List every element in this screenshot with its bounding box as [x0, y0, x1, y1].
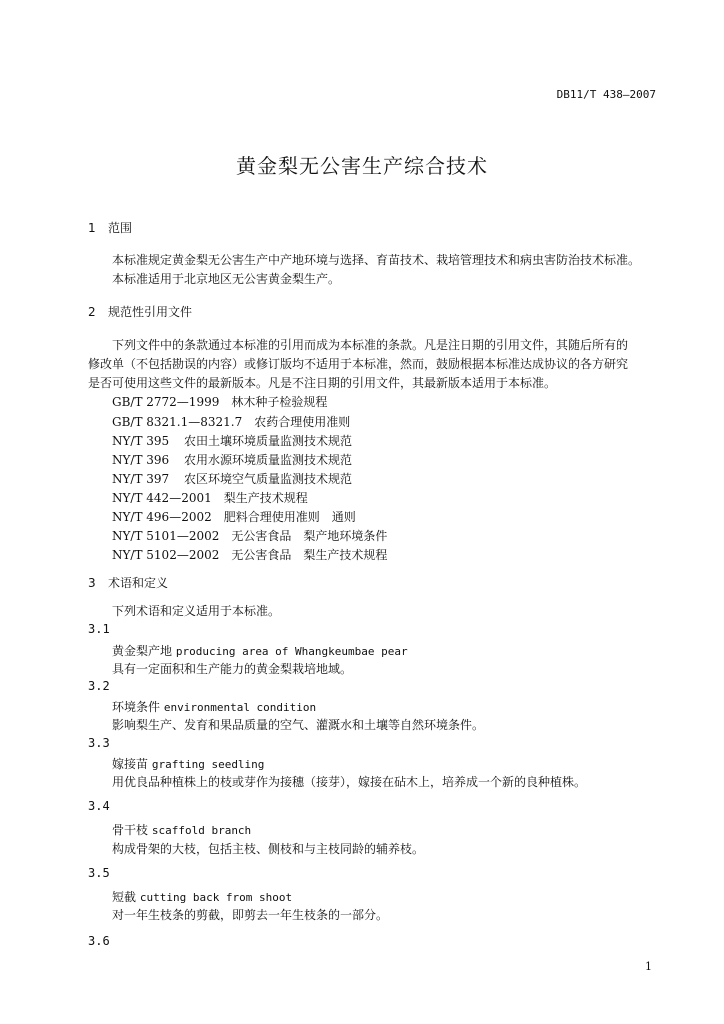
section-number: 1 — [88, 221, 96, 235]
reference-name: 梨生产技术规程 — [223, 491, 308, 505]
reference-code: NY/T 442—2001 — [112, 491, 212, 505]
reference-code: NY/T 396 — [112, 453, 170, 467]
term-heading — [112, 755, 264, 772]
reference-item — [112, 451, 352, 468]
reference-name: 农用水源环境质量监测技术规范 — [184, 453, 353, 467]
term-number: 3.6 — [88, 934, 110, 948]
refs-intro-line: 是否可使用这些文件的最新版本。凡是不注日期的引用文件，其最新版本适用于本标准。 — [88, 376, 557, 390]
page-number: 1 — [645, 960, 652, 973]
reference-name: 肥料合理使用准则 通则 — [223, 510, 356, 524]
reference-name: 农区环境空气质量监测技术规范 — [184, 472, 353, 486]
term-number: 3.1 — [88, 622, 110, 636]
reference-name: 农田土壤环境质量监测技术规范 — [184, 434, 353, 448]
term-cn: 黄金梨产地 — [112, 644, 173, 658]
scope-line: 本标准规定黄金梨无公害生产中产地环境与选择、育苗技术、栽培管理技术和病虫害防治技术标准。 — [112, 253, 641, 267]
reference-item — [112, 393, 327, 410]
reference-item — [112, 432, 352, 449]
term-cn: 骨干枝 — [112, 823, 149, 837]
reference-code: NY/T 5102—2002 — [112, 548, 220, 562]
term-definition: 用优良品种植株上的枝或芽作为接穗（接芽），嫁接在砧木上，培养成一个新的良种植株。 — [112, 775, 587, 789]
term-heading — [112, 642, 408, 659]
term-number: 3.5 — [88, 866, 110, 880]
refs-intro-line: 修改单（不包括勘误的内容）或修订版均不适用于本标准，然而，鼓励根据本标准达成协议的各方研究 — [88, 357, 629, 371]
section-title: 术语和定义 — [108, 576, 169, 590]
term-en: environmental condition — [163, 701, 317, 714]
refs-intro-line: 下列文件中的条款通过本标准的引用而成为本标准的条款。凡是注日期的引用文件，其随后所有的 — [112, 338, 629, 352]
term-number: 3.3 — [88, 736, 110, 750]
term-cn: 嫁接苗 — [112, 757, 149, 771]
reference-code: GB/T 8321.1—8321.7 — [112, 415, 243, 429]
reference-code: NY/T 397 — [112, 472, 170, 486]
term-number: 3.4 — [88, 799, 110, 813]
reference-item — [112, 508, 356, 525]
term-heading — [112, 888, 292, 905]
section-number: 2 — [88, 305, 96, 319]
term-en: scaffold branch — [151, 824, 252, 837]
section-title: 范围 — [108, 221, 133, 235]
term-number: 3.2 — [88, 679, 110, 693]
reference-code: GB/T 2772—1999 — [112, 395, 220, 409]
section-number: 3 — [88, 576, 96, 590]
term-definition: 对一年生枝条的剪截，即剪去一年生枝条的一部分。 — [112, 908, 389, 922]
section-heading-terms — [88, 574, 168, 591]
term-heading — [112, 821, 251, 838]
standard-code: DB11/T 438—2007 — [556, 88, 656, 101]
reference-code: NY/T 5101—2002 — [112, 529, 220, 543]
reference-name: 无公害食品 梨产地环境条件 — [231, 529, 388, 543]
section-title: 规范性引用文件 — [108, 305, 193, 319]
term-definition: 构成骨架的大枝，包括主枝、侧枝和与主枝同龄的辅养枝。 — [112, 842, 425, 856]
reference-item — [112, 489, 308, 506]
reference-code: NY/T 395 — [112, 434, 170, 448]
term-definition: 影响梨生产、发育和果品质量的空气、灌溉水和土壤等自然环境条件。 — [112, 718, 485, 732]
document-title: 黄金梨无公害生产综合技术 — [236, 154, 488, 178]
scope-line: 本标准适用于北京地区无公害黄金梨生产。 — [112, 272, 341, 286]
term-en: producing area of Whangkeumbae pear — [175, 645, 408, 658]
reference-code: NY/T 496—2002 — [112, 510, 212, 524]
term-definition: 具有一定面积和生产能力的黄金梨栽培地域。 — [112, 662, 353, 676]
reference-name: 农药合理使用准则 — [254, 415, 351, 429]
terms-intro: 下列术语和定义适用于本标准。 — [112, 604, 281, 618]
term-en: grafting seedling — [151, 758, 265, 771]
reference-item — [112, 413, 350, 430]
reference-name: 林木种子检验规程 — [231, 395, 328, 409]
reference-item — [112, 527, 387, 544]
term-heading — [112, 698, 316, 715]
reference-name: 无公害食品 梨生产技术规程 — [231, 548, 388, 562]
reference-item — [112, 470, 352, 487]
term-cn: 短截 — [112, 890, 137, 904]
reference-item — [112, 546, 387, 563]
section-heading-scope — [88, 219, 132, 236]
section-heading-refs — [88, 303, 192, 320]
term-en: cutting back from shoot — [139, 891, 293, 904]
term-cn: 环境条件 — [112, 700, 161, 714]
